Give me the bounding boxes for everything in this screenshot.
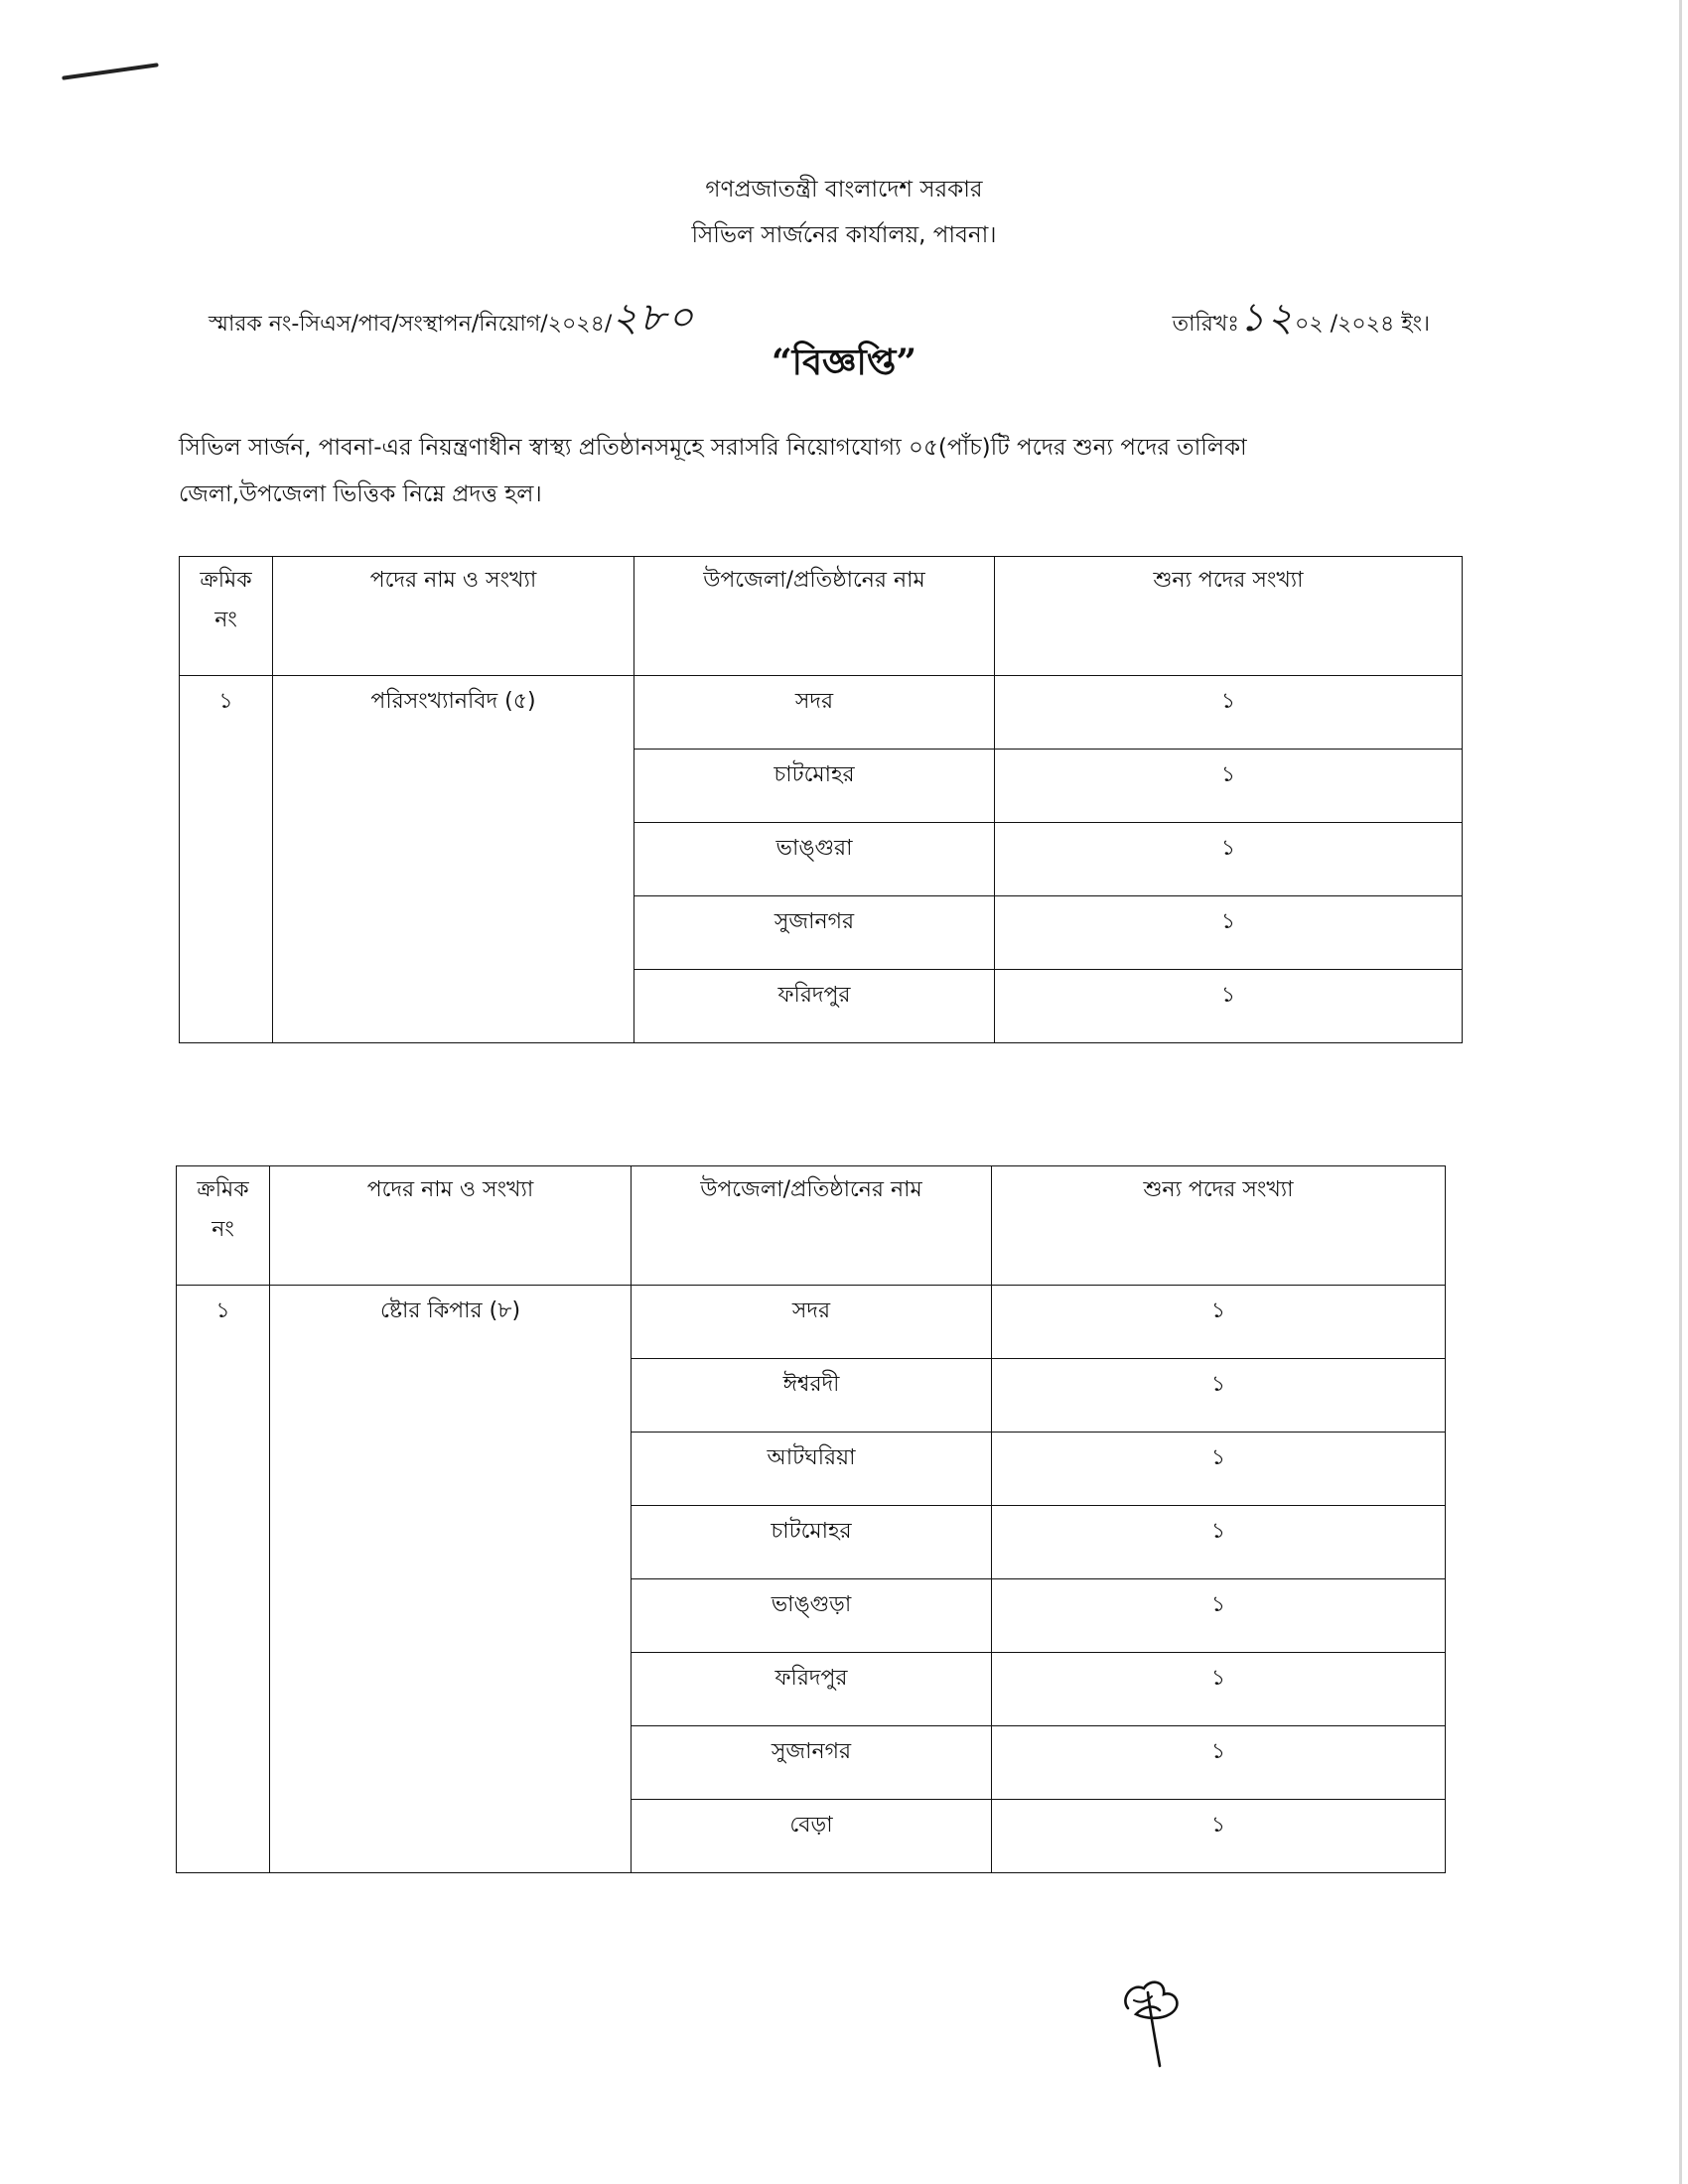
intro-paragraph [179,425,1470,518]
header-vacant: শুন্য পদের সংখ্যা [995,557,1463,676]
vacant-cell: ১ [992,1506,1446,1579]
header-serial-line2: নং [211,1217,234,1242]
header-serial [177,1166,270,1286]
vacancy-table-statistician [179,556,1463,1043]
scan-edge-shadow [1679,0,1682,2184]
header-serial-line1: ক্রমিক [200,568,252,593]
upazila-cell: ভাঙ্গুরা [634,823,995,896]
upazila-cell: সদর [632,1286,992,1359]
post-cell: পরিসংখ্যানবিদ (৫) [273,676,634,1043]
memo-reference-prefix: স্মারক নং-সিএস/পাব/সংস্থাপন/নিয়োগ/২০২৪/ [209,312,613,337]
vacant-cell: ১ [992,1286,1446,1359]
serial-cell: ১ [180,676,273,1043]
vacant-cell: ১ [992,1726,1446,1800]
vacancy-table-store-keeper [176,1165,1446,1873]
government-heading: গণপ্রজাতন্ত্রী বাংলাদেশ সরকার [705,177,983,203]
serial-cell: ১ [177,1286,270,1873]
vacant-cell: ১ [992,1800,1446,1873]
header-vacant: শুন্য পদের সংখ্যা [992,1166,1446,1286]
table-row [180,676,1463,750]
intro-line-1: সিভিল সার্জন, পাবনা-এর নিয়ন্ত্রণাধীন স্বাস্থ্য প্রতিষ্ঠানসমূহে সরাসরি নিয়োগযোগ্য ০৫(পাঁচ)টি পদের শুন্য পদের তালিকা [179,435,1247,461]
vacant-cell: ১ [992,1433,1446,1506]
header-post: পদের নাম ও সংখ্যা [270,1166,632,1286]
memo-row [209,286,1430,341]
upazila-cell: বেড়া [632,1800,992,1873]
date-rest: ০২ /২০২৪ ইং। [1295,312,1430,337]
upazila-cell: ভাঙ্গুড়া [632,1579,992,1653]
signature-icon [1114,1971,1194,2070]
header-upazila: উপজেলা/প্রতিষ্ঠানের নাম [632,1166,992,1286]
table-row [177,1286,1446,1359]
upazila-cell: চাটমোহর [634,750,995,823]
pen-stroke-mark [62,63,159,80]
upazila-cell: সুজানগর [634,896,995,970]
memo-reference-handwritten: ২৮০ [612,295,696,341]
upazila-cell: ফরিদপুর [632,1653,992,1726]
header-serial-line1: ক্রমিক [197,1177,249,1202]
header-serial [180,557,273,676]
upazila-cell: ফরিদপুর [634,970,995,1043]
upazila-cell: আটঘরিয়া [632,1433,992,1506]
vacant-cell: ১ [995,750,1463,823]
upazila-cell: সুজানগর [632,1726,992,1800]
date-label: তারিখঃ [1172,312,1240,337]
vacant-cell: ১ [992,1579,1446,1653]
intro-line-2: জেলা,উপজেলা ভিত্তিক নিম্নে প্রদত্ত হল। [179,481,542,507]
upazila-cell: চাটমোহর [632,1506,992,1579]
date-handwritten-day: ১২ [1239,295,1296,341]
vacant-cell: ১ [995,823,1463,896]
header-upazila: উপজেলা/প্রতিষ্ঠানের নাম [634,557,995,676]
vacant-cell: ১ [995,896,1463,970]
vacant-cell: ১ [995,676,1463,750]
header-post: পদের নাম ও সংখ্যা [273,557,634,676]
office-heading: সিভিল সার্জনের কার্যালয়, পাবনা। [691,222,997,248]
vacant-cell: ১ [992,1359,1446,1433]
upazila-cell: ঈশ্বরদী [632,1359,992,1433]
header-serial-line2: নং [214,608,237,632]
notice-title: “বিজ্ঞপ্তি” [771,341,917,383]
post-cell: ষ্টোর কিপার (৮) [270,1286,632,1873]
vacant-cell: ১ [992,1653,1446,1726]
vacant-cell: ১ [995,970,1463,1043]
upazila-cell: সদর [634,676,995,750]
